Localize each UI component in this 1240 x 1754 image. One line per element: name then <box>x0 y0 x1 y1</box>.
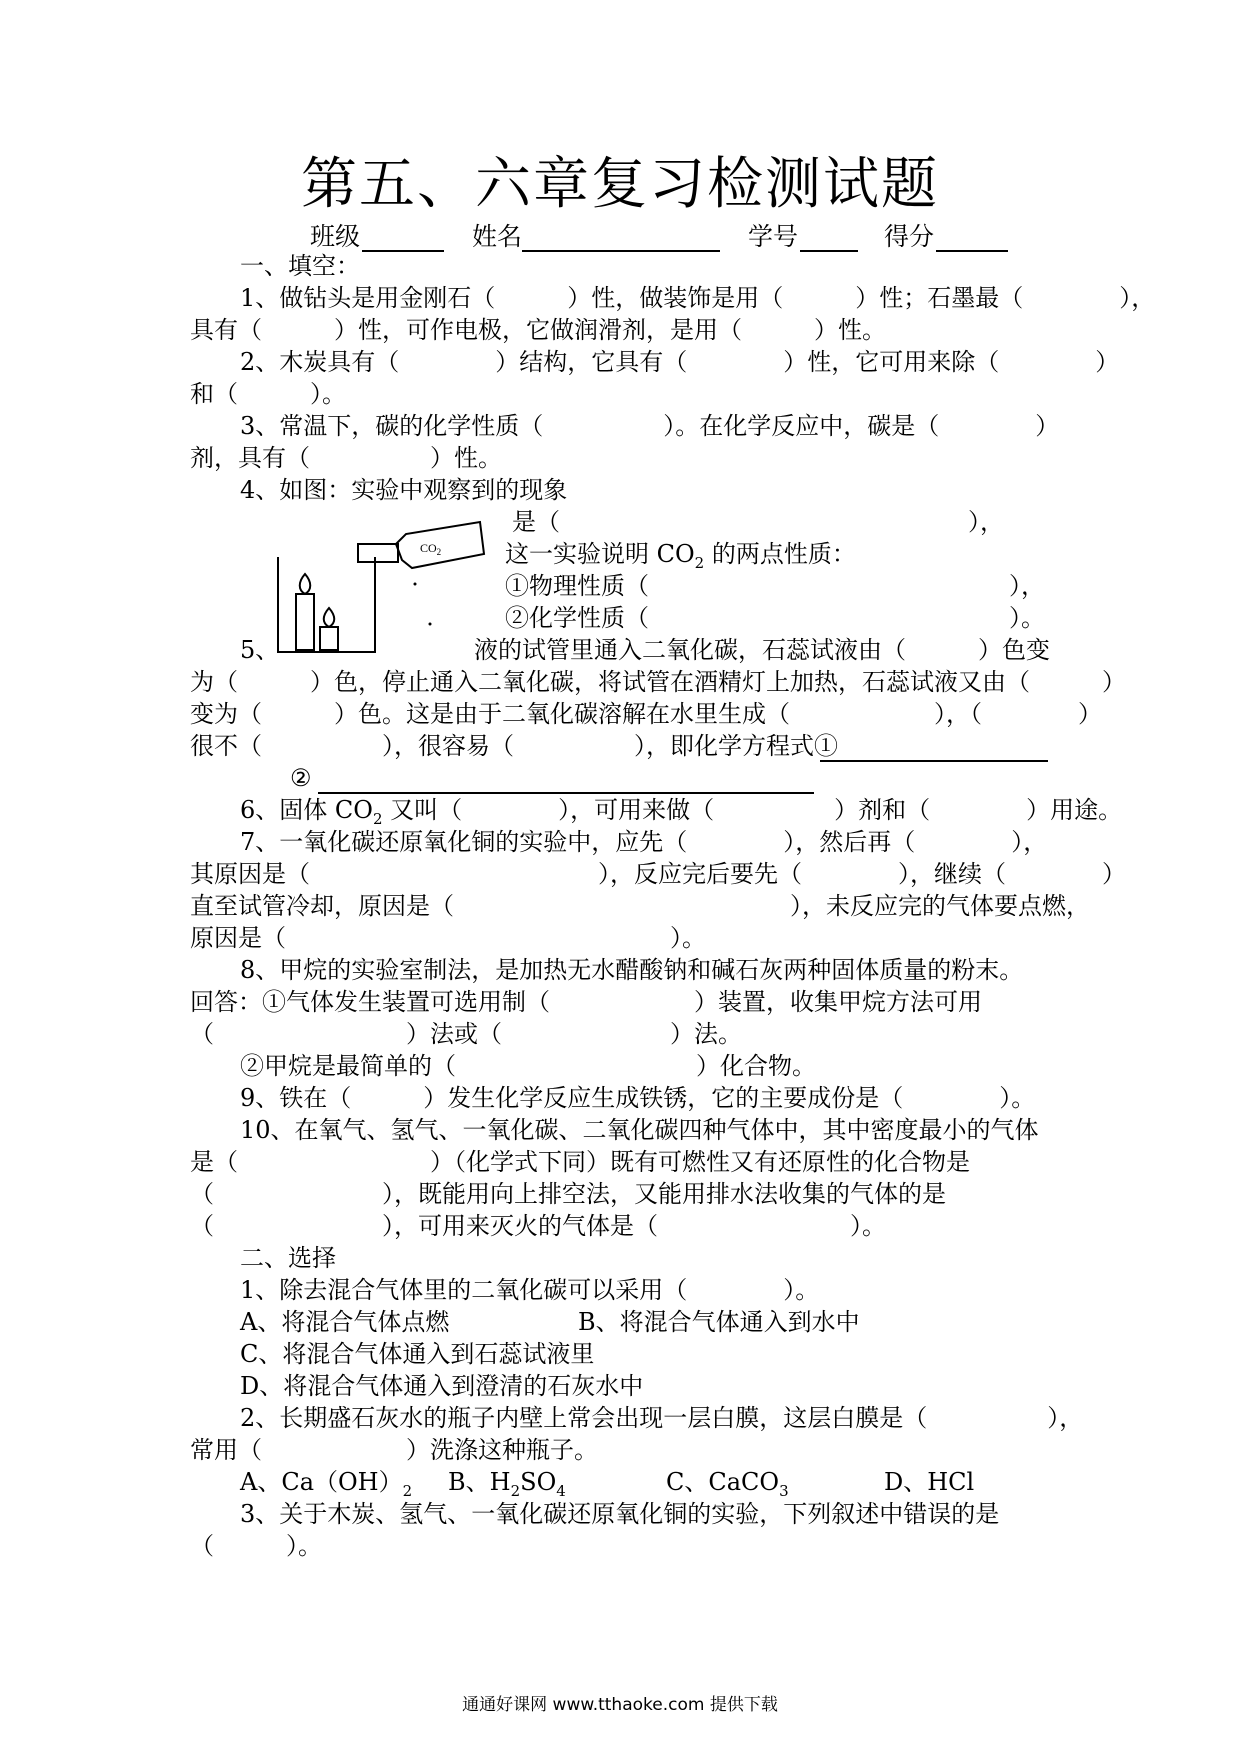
c1-option-a: A、将混合气体点燃 <box>240 1308 450 1336</box>
q5-line4: 很不（ ），很容易（ ），即化学方程式① <box>190 732 838 760</box>
c2-stem-line2: 常用（ ）洗涤这种瓶子。 <box>190 1436 598 1464</box>
q3-line1: 3、常温下，碳的化学性质（ ）。在化学反应中，碳是（ ） <box>240 412 1060 440</box>
section-fill-heading: 一、填空： <box>240 252 360 280</box>
c2-option-b: B、$H_2SO_4$ <box>448 1468 566 1500</box>
section-choice-heading: 二、选择 <box>240 1244 336 1272</box>
score-label: 得分 <box>884 222 935 251</box>
equation1-blank <box>820 760 1048 762</box>
class-blank <box>362 250 444 252</box>
q4-line1: 4、如图：实验中观察到的现象 <box>240 476 568 504</box>
c2-option-a: A、$Ca(OH)_2$ <box>240 1468 413 1500</box>
class-label: 班级 <box>310 222 361 251</box>
q9: 9、铁在（ ）发生化学反应生成铁锈，它的主要成份是（ ）。 <box>240 1084 1036 1112</box>
score-blank <box>936 250 1008 252</box>
q8-line4: ②甲烷是最简单的（ ）化合物。 <box>240 1052 816 1080</box>
number-blank <box>800 250 858 252</box>
q4-line5: ②化学性质（ ）。 <box>505 604 1045 632</box>
c1-option-b: B、将混合气体通入到水中 <box>578 1308 860 1336</box>
q4-line4: ①物理性质（ ）， <box>505 572 1045 600</box>
co2-experiment-figure <box>270 512 500 662</box>
c2-option-c: C、CaCO$_3$ <box>666 1468 789 1500</box>
q4-line3: 这一实验说明 $CO_2$ 的两点性质： <box>505 540 856 572</box>
q8-line2: 回答：①气体发生装置可选用制（ ）装置，收集甲烷方法可用 <box>190 988 982 1016</box>
q10-line3: （ ），既能用向上排空法，又能用排水法收集的气体的是 <box>190 1180 946 1208</box>
q7-line3: 直至试管冷却，原因是（ ），未反应完的气体要点燃， <box>190 892 1090 920</box>
name-blank <box>522 250 720 252</box>
q2-line2: 和（ ）。 <box>190 380 346 408</box>
c1-stem: 1、除去混合气体里的二氧化碳可以采用（ ）。 <box>240 1276 820 1304</box>
c1-option-c: C、将混合气体通入到石蕊试液里 <box>240 1340 595 1368</box>
q1-line2: 具有（ ）性，可作电极，它做润滑剂，是用（ ）性。 <box>190 316 886 344</box>
c3-stem-line1: 3、关于木炭、氢气、一氧化碳还原氧化铜的实验，下列叙述中错误的是 <box>240 1500 1000 1528</box>
q10-line2: 是（ ）（化学式下同）既有可燃性又有还原性的化合物是 <box>190 1148 970 1176</box>
q4-line2: 是（ ）， <box>512 508 1004 536</box>
co2-label: $CO_2$ <box>420 541 442 557</box>
q6: 6、固体 $CO_2$ 又叫（ ），可用来做（ ）剂和（ ）用途。 <box>240 796 1123 828</box>
q5-line5: ② <box>290 764 312 792</box>
c2-stem-line1: 2、长期盛石灰水的瓶子内壁上常会出现一层白膜，这层白膜是（ ）， <box>240 1404 1084 1432</box>
q1-line1: 1、做钻头是用金刚石（ ）性，做装饰是用（ ）性；石墨最（ ）， <box>240 284 1156 312</box>
c2-option-d: D、HCl <box>884 1468 975 1496</box>
q5-line3: 变为（ ）色。这是由于二氧化碳溶解在水里生成（ ），（ ） <box>190 700 1102 728</box>
q5-num: 5、 <box>240 636 280 664</box>
q2-line1: 2、木炭具有（ ）结构，它具有（ ）性，它可用来除（ ） <box>240 348 1120 376</box>
number-label: 学号 <box>748 222 799 251</box>
q8-line3: （ ）法或（ ）法。 <box>190 1020 742 1048</box>
q10-line1: 10、在氧气、氢气、一氧化碳、二氧化碳四种气体中，其中密度最小的气体 <box>240 1116 1039 1144</box>
q7-line1: 7、一氧化碳还原氧化铜的实验中，应先（ ），然后再（ ）， <box>240 828 1048 856</box>
page-title: 第五、六章复习检测试题 <box>301 152 939 217</box>
c1-option-d: D、将混合气体通入到澄清的石灰水中 <box>240 1372 644 1400</box>
q7-line4: 原因是（ ）。 <box>190 924 706 952</box>
q8-line1: 8、甲烷的实验室制法，是加热无水醋酸钠和碱石灰两种固体质量的粉末。 <box>240 956 1024 984</box>
name-label: 姓名 <box>472 222 523 251</box>
c3-stem-line2: （ ）。 <box>190 1532 322 1560</box>
q5-line2: 为（ ）色，停止通入二氧化碳，将试管在酒精灯上加热，石蕊试液又由（ ） <box>190 668 1126 696</box>
footer-credit: 通通好课网 www.tthaoke.com 提供下载 <box>462 1695 778 1715</box>
q5-line1: 液的试管里通入二氧化碳，石蕊试液由（ ）色变 <box>474 636 1050 664</box>
q7-line2: 其原因是（ ），反应完后要先（ ），继续（ ） <box>190 860 1126 888</box>
q3-line2: 剂，具有（ ）性。 <box>190 444 502 472</box>
q10-line4: （ ），可用来灭火的气体是（ ）。 <box>190 1212 886 1240</box>
